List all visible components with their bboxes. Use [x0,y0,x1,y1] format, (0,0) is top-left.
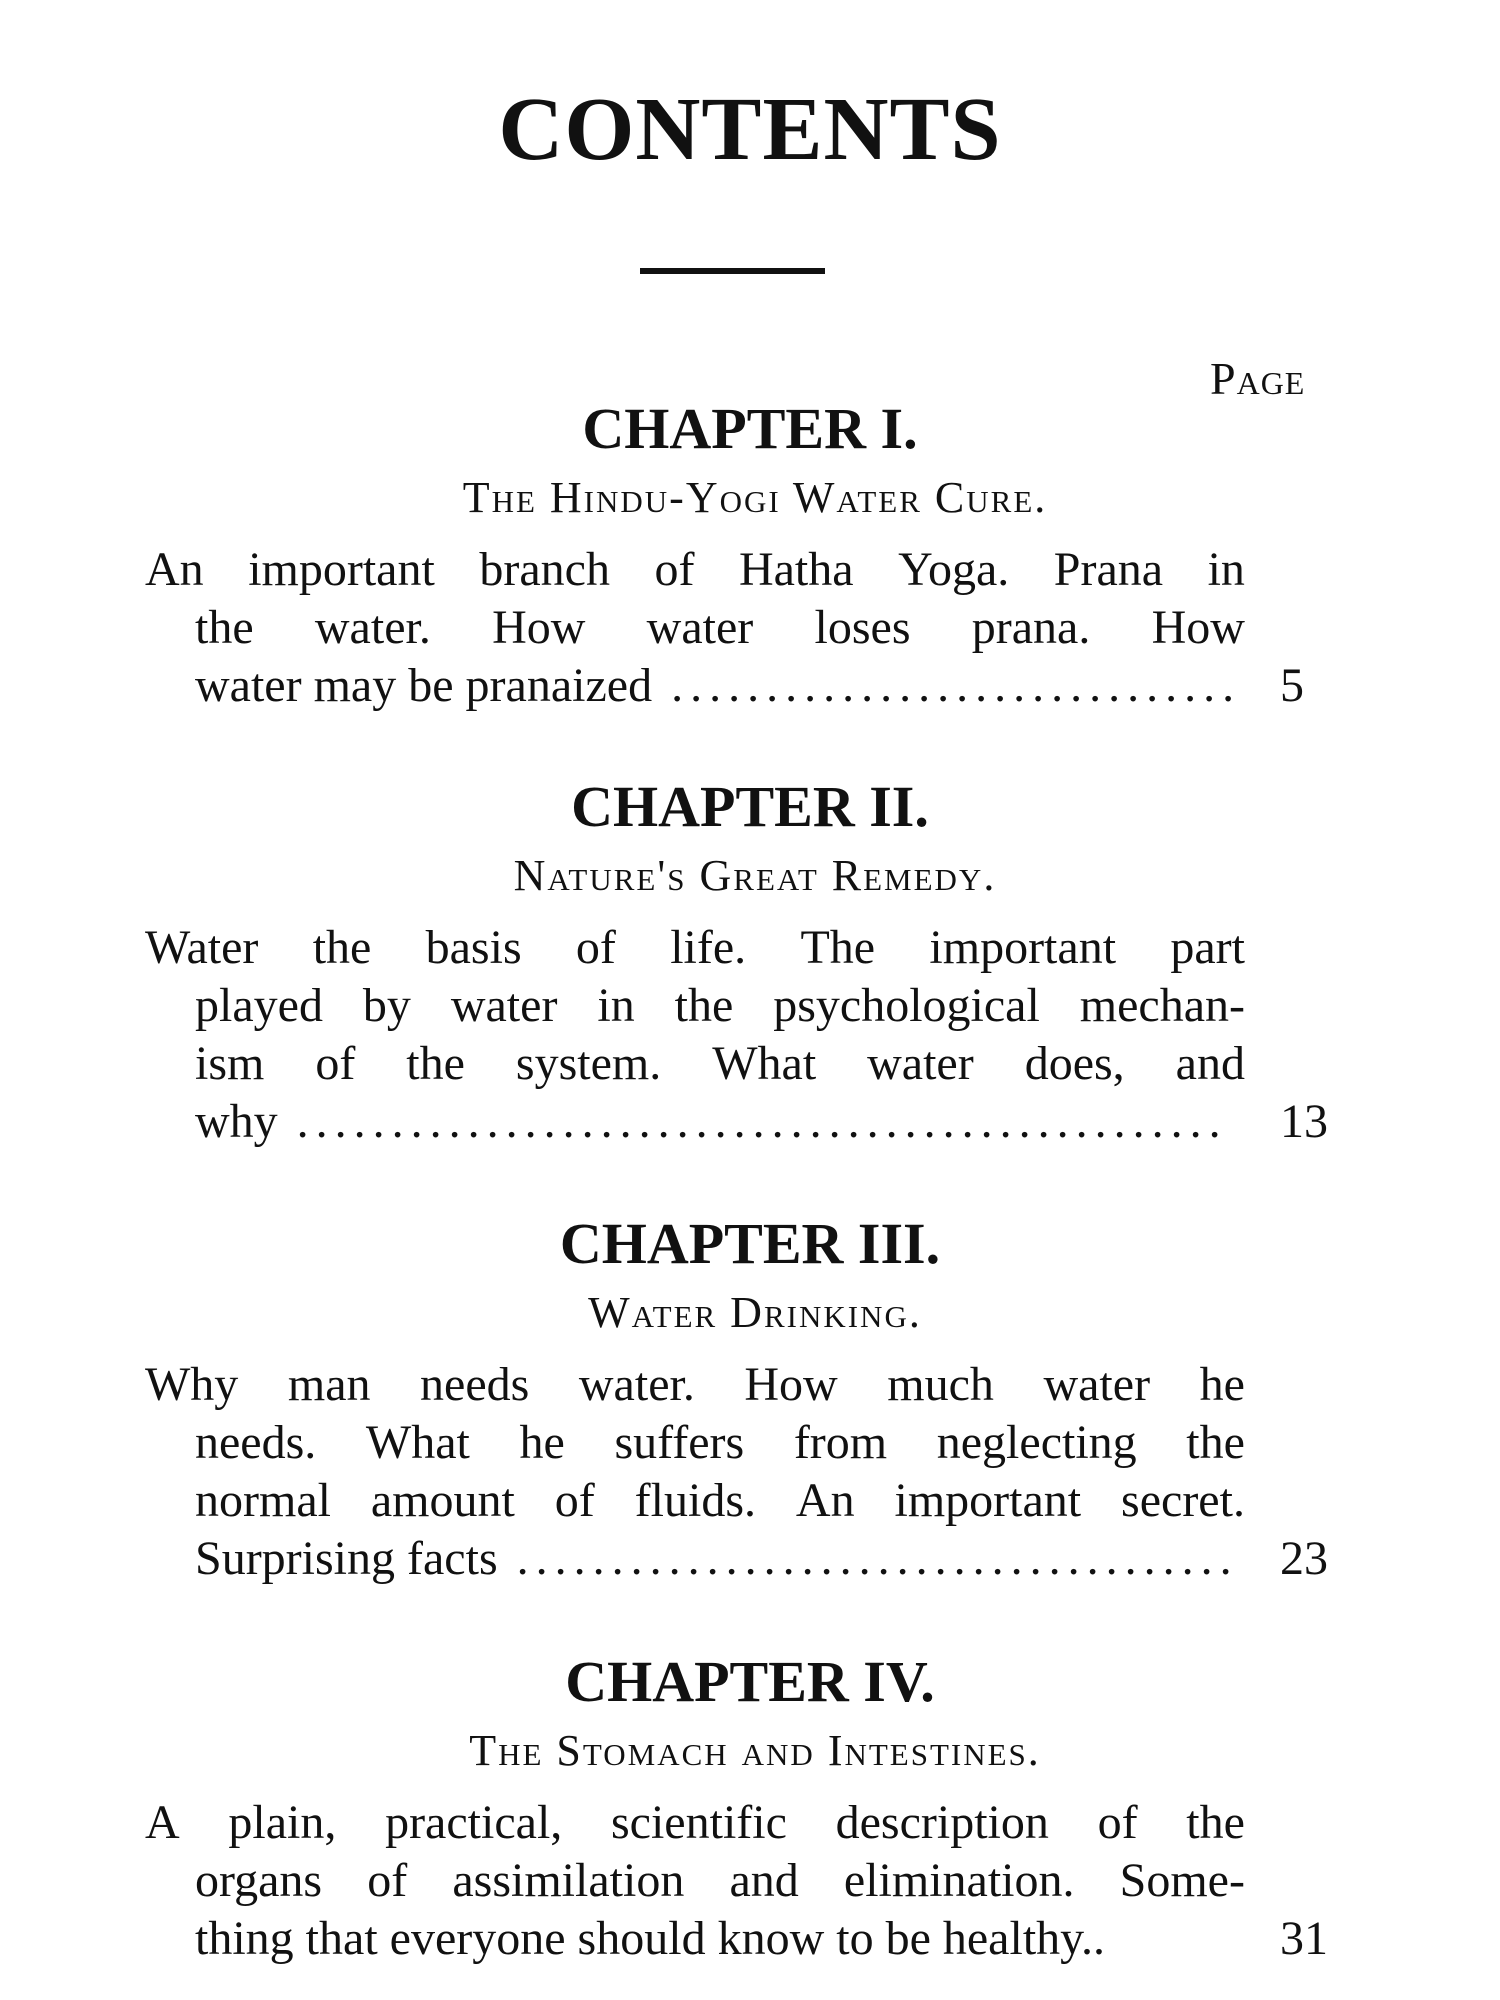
summary-word: the [195,601,254,654]
summary-word: life. [670,921,747,974]
summary-word: water [450,979,558,1032]
chapter-entry [0,1210,1500,1588]
summary-word: by [362,979,411,1032]
summary-line [145,541,1245,599]
summary-word: played [195,979,323,1032]
summary-word: in [1207,543,1245,596]
summary-word: important [929,921,1117,974]
summary-word: Why [145,1358,239,1411]
summary-word: man [287,1358,371,1411]
chapter-heading: CHAPTER I. [582,396,918,461]
summary-line [145,1852,1245,1910]
summary-word: water [1043,1358,1151,1411]
summary-line [145,977,1245,1035]
summary-word: needs [420,1358,530,1411]
summary-word: he [519,1416,565,1469]
chapter-summary [145,541,1304,715]
page-title: CONTENTS [498,80,1002,179]
summary-word: of [315,1037,356,1090]
chapter-entry [0,773,1500,1151]
summary-line [145,1414,1245,1472]
summary-word: How [744,1358,838,1411]
summary-word: water. [314,601,431,654]
chapter-subtitle: Nature's Great Remedy. [513,851,997,900]
summary-word: Some- [1119,1854,1245,1907]
summary-word: suffers [614,1416,745,1469]
summary-word: water [646,601,754,654]
chapter-summary [145,1794,1328,1968]
summary-word: organs [195,1854,323,1907]
summary-line [145,919,1245,977]
summary-line-text: thing that everyone should know to be healthy.. [195,1912,1106,1965]
summary-word: An [145,543,204,596]
summary-word: much [887,1358,994,1411]
summary-word: of [554,1474,595,1527]
dot-leader: .............................. [652,659,1242,712]
summary-word: practical, [385,1796,563,1849]
chapter-entry [0,395,1500,715]
page-number: 31 [1280,1912,1328,1965]
summary-line [145,1356,1245,1414]
summary-word: system. [515,1037,662,1090]
summary-word: scientific [610,1796,787,1849]
summary-word: mechan- [1079,979,1245,1032]
summary-word: of [654,543,695,596]
summary-word: of [1097,1796,1138,1849]
chapter-summary [145,1356,1328,1588]
summary-word: A [145,1796,180,1849]
page-number: 23 [1280,1532,1328,1585]
summary-line-last [145,1530,1245,1588]
summary-line [145,1035,1245,1093]
summary-line-text: why [195,1095,278,1148]
summary-word: of [367,1854,408,1907]
summary-word: needs. [195,1416,317,1469]
dot-leader: ...................................... [497,1532,1239,1585]
chapter-heading: CHAPTER IV. [565,1649,935,1714]
dot-leader: ................................................. [277,1095,1228,1148]
summary-word: neglecting [936,1416,1137,1469]
summary-word: ism [195,1037,265,1090]
summary-word: What [712,1037,817,1090]
page-column-header: Page [1210,353,1306,404]
summary-word: water [867,1037,974,1090]
summary-word: plain, [228,1796,337,1849]
summary-line [145,599,1245,657]
summary-word: The [800,921,876,974]
summary-word: assimilation [452,1854,685,1907]
summary-word: secret. [1121,1474,1245,1527]
chapter-subtitle: Water Drinking. [588,1288,922,1337]
summary-word: Water [145,921,259,974]
summary-word: psychological [773,979,1040,1032]
summary-word: fluids. [634,1474,756,1527]
chapter-entry [0,1648,1500,1968]
summary-word: basis [425,921,522,974]
chapter-subtitle: The Stomach and Intestines. [469,1726,1041,1775]
summary-word: prana. [971,601,1091,654]
chapter-heading: CHAPTER III. [559,1211,941,1276]
summary-word: of [575,921,616,974]
page-number: 13 [1280,1095,1328,1148]
summary-line-text: water may be pranaized [195,659,653,712]
summary-word: and [729,1854,799,1907]
summary-word: loses [814,601,911,654]
summary-word: the [1186,1416,1245,1469]
summary-line [145,1794,1245,1852]
summary-word: does, [1024,1037,1125,1090]
summary-line-last [145,1910,1245,1968]
summary-word: branch [479,543,610,596]
title-rule [640,268,825,274]
summary-word: in [597,979,635,1032]
summary-word: What [365,1416,470,1469]
chapter-heading: CHAPTER II. [571,774,929,839]
summary-word: part [1170,921,1245,974]
summary-line-last [145,657,1245,715]
summary-word: important [894,1474,1082,1527]
summary-word: important [248,543,435,596]
page-number: 5 [1280,659,1304,712]
summary-word: amount [370,1474,515,1527]
summary-word: the [406,1037,465,1090]
chapter-summary [145,919,1328,1151]
summary-word: How [492,601,586,654]
summary-word: he [1199,1358,1245,1411]
summary-line-text: Surprising facts [195,1532,498,1585]
summary-line [145,1472,1245,1530]
summary-word: Prana [1053,543,1164,596]
summary-word: the [1186,1796,1245,1849]
summary-word: normal [195,1474,331,1527]
summary-word: from [793,1416,888,1469]
summary-word: description [835,1796,1049,1849]
summary-word: Hatha [738,543,854,596]
summary-word: elimination. [843,1854,1075,1907]
summary-word: water. [578,1358,695,1411]
summary-line-last [145,1093,1245,1151]
summary-word: the [674,979,734,1032]
summary-word: Yoga. [898,543,1010,596]
summary-word: and [1175,1037,1245,1090]
summary-word: An [795,1474,855,1527]
chapter-subtitle: The Hindu-Yogi Water Cure. [462,473,1048,522]
summary-word: How [1151,601,1245,654]
summary-word: the [312,921,372,974]
